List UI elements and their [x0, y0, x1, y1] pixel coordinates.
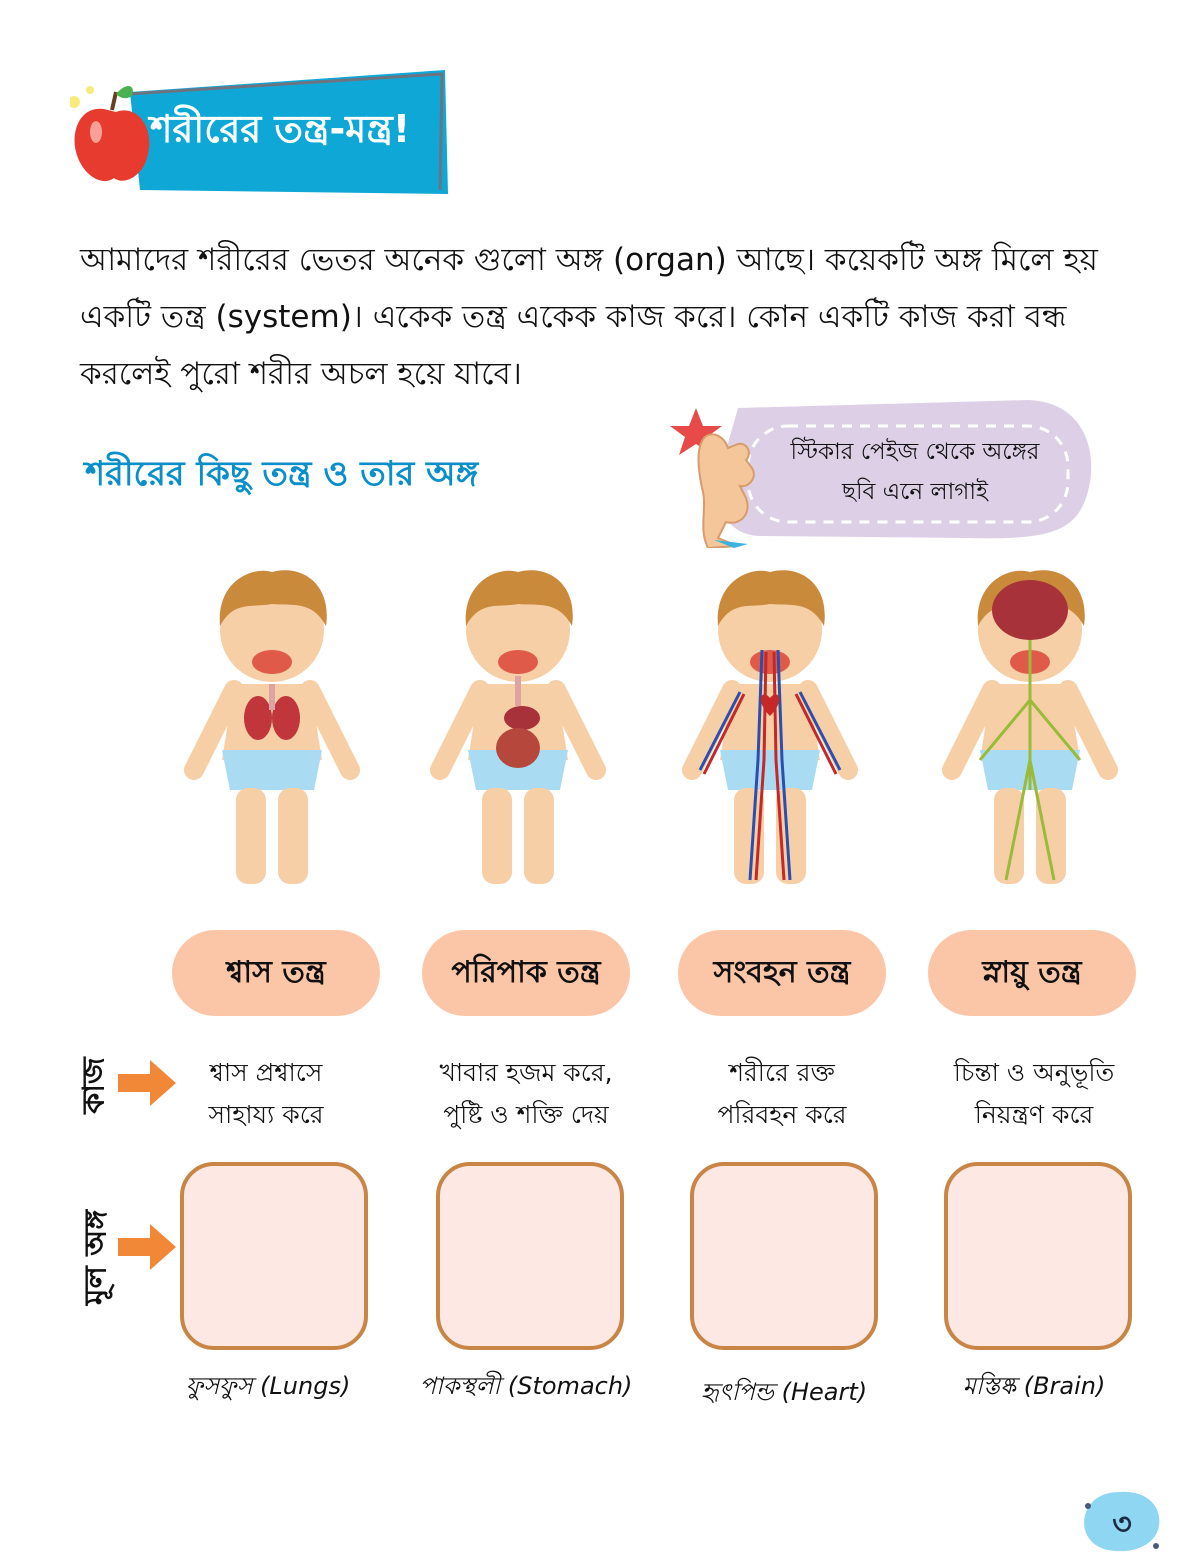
function-line-1: খাবার হজম করে, — [439, 1058, 613, 1087]
circulatory-figure — [670, 560, 870, 900]
system-pill-nervous: স্নায়ু তন্ত্র — [928, 930, 1136, 1016]
sticker-box-stomach[interactable] — [436, 1162, 624, 1350]
arrow-right-icon — [118, 1222, 178, 1272]
respiratory-figure — [172, 560, 372, 900]
sticker-note-line-2: ছবি এনে লাগাই — [842, 479, 988, 505]
digestive-figure — [418, 560, 618, 900]
page-number: ৩ — [1112, 1507, 1132, 1542]
function-line-2: পুষ্টি ও শক্তি দেয় — [443, 1100, 609, 1129]
row-label-function: কাজ — [76, 1057, 112, 1114]
organ-label-heart: হৃৎপিন্ড (Heart) — [700, 1378, 868, 1406]
organ-label-stomach: পাকস্থলী (Stomach) — [419, 1372, 633, 1400]
function-line-2: পরিবহন করে — [717, 1100, 847, 1129]
organ-label-lungs: ফুসফুস (Lungs) — [185, 1372, 351, 1400]
function-line-2: নিয়ন্ত্রণ করে — [974, 1100, 1094, 1129]
system-pill-digestive: পরিপাক তন্ত্র — [422, 930, 630, 1016]
function-line-2: সাহায্য করে — [208, 1100, 324, 1129]
function-text-circulatory — [662, 1052, 902, 1136]
function-line-1: চিন্তা ও অনুভূতি — [953, 1058, 1115, 1087]
child-figure — [194, 570, 350, 884]
sticker-note-text — [760, 432, 1070, 512]
function-text-nervous — [914, 1052, 1154, 1136]
row-label-main-organ: মূল অঙ্গ — [78, 1209, 114, 1306]
system-pill-respiratory: শ্বাস তন্ত্র — [172, 930, 380, 1016]
system-pill-circulatory: সংবহন তন্ত্র — [678, 930, 886, 1016]
page-title: শরীরের তন্ত্র-মন্ত্র! — [150, 107, 411, 151]
function-text-digestive — [406, 1052, 646, 1136]
intro-paragraph: আমাদের শরীরের ভেতর অনেক গুলো অঙ্গ (organ) আছে। কয়েকটি অঙ্গ মিলে হয় একটি তন্ত্র (system)। একেক তন্ত্র একেক কাজ করে। কোন একটি কাজ করা বন্ধ করলেই পুরো শরীর অচল হয়ে যাবে। — [80, 242, 1098, 392]
function-line-1: শরীরে রক্ত — [729, 1058, 835, 1087]
child-figure — [692, 570, 848, 884]
sticker-note-line-1: স্টিকার পেইজ থেকে অঙ্গের — [790, 439, 1040, 465]
sticker-box-heart[interactable] — [690, 1162, 878, 1350]
sticker-box-lungs[interactable] — [180, 1162, 368, 1350]
sticker-box-brain[interactable] — [944, 1162, 1132, 1350]
function-text-respiratory — [146, 1052, 386, 1136]
function-line-1: শ্বাস প্রশ্বাসে — [209, 1058, 323, 1087]
section-heading: শরীরের কিছু তন্ত্র ও তার অঙ্গ — [85, 454, 479, 494]
nervous-figure — [930, 560, 1130, 900]
organ-label-brain: মস্তিষ্ক (Brain) — [962, 1372, 1106, 1400]
